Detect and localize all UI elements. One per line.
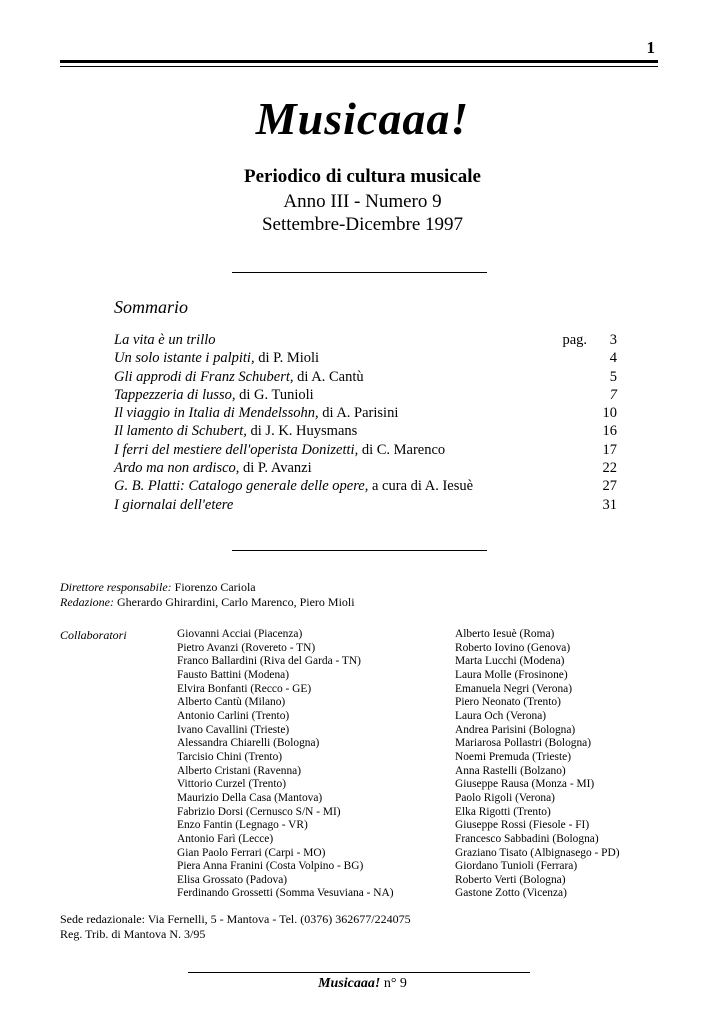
collaborator-item: Ferdinando Grossetti (Somma Vesuviana - NA) (177, 887, 394, 900)
collaborator-item: Giuseppe Rossi (Fiesole - FI) (455, 819, 590, 832)
collaborator-item: Roberto Iovino (Genova) (455, 641, 571, 654)
footer-issue: n° 9 (380, 976, 407, 991)
collaborator-item: Laura Molle (Frosinone) (455, 668, 568, 681)
collaborator-item: Fausto Battini (Modena) (177, 668, 289, 681)
toc-page-number: 17 (602, 441, 617, 458)
toc-title: Tappezzeria di lusso, (114, 386, 236, 403)
collaborator-item: Antonio Farì (Lecce) (177, 832, 274, 845)
issue-dates: Settembre-Dicembre 1997 (261, 214, 463, 235)
issue-number: Anno III - Numero 9 (283, 191, 442, 212)
collaborator-item: Alberto Cantù (Milano) (177, 696, 286, 709)
collaborator-item: Francesco Sabbadini (Bologna) (455, 832, 599, 845)
collaborator-item: Tarcisio Chini (Trento) (177, 750, 283, 763)
toc-author: di A. Parisini (318, 405, 399, 422)
collaborator-item: Elisa Grossato (Padova) (177, 873, 288, 886)
collaborator-item: Pietro Avanzi (Rovereto - TN) (177, 641, 316, 654)
director-label: Direttore responsabile: (60, 580, 172, 594)
collaborator-item: Alberto Cristani (Ravenna) (177, 764, 301, 777)
footer-brand: Musicaaa! (318, 976, 381, 991)
collaborator-item: Franco Ballardini (Riva del Garda - TN) (177, 655, 361, 668)
header-rule-thick (60, 60, 658, 63)
toc-author: di G. Tunioli (235, 386, 314, 403)
footer-rule (188, 972, 530, 973)
toc-page-number: 31 (602, 496, 617, 513)
editorial-line (60, 595, 355, 610)
toc-entry (114, 459, 617, 477)
collaborator-item: Piera Anna Franini (Costa Volpino - BG) (177, 860, 364, 873)
toc-page-number: 22 (602, 460, 617, 477)
toc-entry (114, 404, 617, 422)
divider-top (232, 272, 487, 273)
table-of-contents (114, 331, 617, 514)
collaborator-item: Roberto Verti (Bologna) (455, 873, 566, 886)
divider-bottom (232, 550, 487, 551)
collaborator-item: Gian Paolo Ferrari (Carpi - MO) (177, 846, 326, 859)
toc-title: Gli approdi di Franz Schubert, (114, 368, 294, 385)
masthead-title: Musicaaa! (255, 93, 470, 144)
toc-title: Ardo ma non ardisco, (114, 460, 240, 477)
collaborators-column-1 (177, 628, 394, 901)
toc-page-number: 5 (609, 368, 617, 385)
collaborator-item: Andrea Parisini (Bologna) (455, 723, 576, 736)
collaborator-item: Paolo Rigoli (Verona) (455, 791, 555, 804)
toc-entry (114, 422, 617, 440)
toc-title: Il lamento di Schubert, (114, 423, 247, 440)
toc-author: di C. Marenco (358, 441, 446, 458)
toc-page-label: pag. (562, 332, 587, 348)
toc-page-number: 27 (602, 478, 617, 495)
toc-entry (114, 386, 617, 404)
collaborator-item: Piero Neonato (Trento) (455, 696, 561, 709)
toc-title: Un solo istante i palpiti, (114, 350, 255, 367)
collaborator-item: Mariarosa Pollastri (Bologna) (455, 737, 592, 750)
toc-author: di A. Cantù (293, 368, 364, 385)
toc-entry (114, 496, 617, 514)
toc-entry (114, 331, 617, 349)
collaborator-item: Enzo Fantin (Legnago - VR) (177, 819, 308, 832)
collaborator-item: Anna Rastelli (Bolzano) (455, 764, 566, 777)
page-number: 1 (646, 38, 655, 57)
collaborator-item: Vittorio Curzel (Trento) (177, 778, 286, 791)
collaborator-item: Giuseppe Rausa (Monza - MI) (455, 778, 595, 791)
toc-entry (114, 368, 617, 386)
toc-page-number: 3 (609, 332, 617, 348)
toc-title: G. B. Platti: Catalogo generale delle opere, (114, 478, 369, 495)
collaborator-item: Elvira Bonfanti (Recco - GE) (177, 682, 312, 695)
toc-entry (114, 477, 617, 495)
editorial-names: Gherardo Ghirardini, Carlo Marenco, Piero Mioli (113, 595, 355, 609)
toc-author: di P. Avanzi (239, 460, 312, 477)
director-name: Fiorenzo Cariola (171, 580, 256, 594)
collaborator-item: Alberto Iesuè (Roma) (455, 628, 555, 640)
toc-page-number: 4 (609, 350, 617, 367)
collaborators-label: Collaboratori (60, 628, 127, 642)
collaborator-item: Giovanni Acciai (Piacenza) (177, 628, 303, 640)
toc-author: a cura di A. Iesuè (368, 478, 474, 495)
staff-block (60, 580, 355, 610)
toc-entry (114, 349, 617, 367)
collaborator-item: Emanuela Negri (Verona) (455, 682, 573, 695)
toc-title: Il viaggio in Italia di Mendelssohn, (114, 405, 319, 422)
collaborator-item: Antonio Carlini (Trento) (177, 709, 290, 722)
registration-line: Reg. Trib. di Mantova N. 3/95 (60, 927, 206, 941)
collaborator-item: Elka Rigotti (Trento) (455, 805, 551, 818)
sommario-heading: Sommario (114, 297, 189, 317)
collaborator-item: Laura Och (Verona) (455, 709, 547, 722)
periodical-subtitle: Periodico di cultura musicale (244, 166, 481, 187)
page-footer (0, 976, 725, 992)
collaborator-item: Gastone Zotto (Vicenza) (455, 887, 567, 900)
toc-page-number: 16 (602, 423, 617, 440)
toc-title: La vita è un trillo (114, 332, 216, 348)
editorial-label: Redazione: (60, 595, 114, 609)
toc-entry (114, 441, 617, 459)
collaborator-item: Maurizio Della Casa (Mantova) (177, 791, 323, 804)
office-info (60, 912, 411, 942)
toc-author: di P. Mioli (254, 350, 320, 367)
collaborator-item: Noemi Premuda (Trieste) (455, 750, 571, 763)
director-line (60, 580, 355, 595)
collaborator-item: Graziano Tisato (Albignasego - PD) (455, 846, 620, 859)
collaborators-column-2 (455, 628, 620, 901)
collaborator-item: Ivano Cavallini (Trieste) (177, 723, 290, 736)
toc-title: I giornalai dell'etere (114, 496, 234, 513)
collaborator-item: Giordano Tunioli (Ferrara) (455, 860, 578, 873)
office-address: Sede redazionale: Via Fernelli, 5 - Mantova - Tel. (0376) 362677/224075 (60, 912, 411, 926)
toc-author: di J. K. Huysmans (246, 423, 358, 440)
toc-page-number: 10 (602, 405, 617, 422)
collaborator-item: Fabrizio Dorsi (Cernusco S/N - MI) (177, 805, 341, 818)
collaborator-item: Alessandra Chiarelli (Bologna) (177, 737, 320, 750)
collaborator-item: Marta Lucchi (Modena) (455, 655, 565, 668)
header-rule-thin (60, 66, 658, 67)
toc-page-number: 7 (609, 386, 617, 403)
toc-title: I ferri del mestiere dell'operista Donizetti, (114, 441, 359, 458)
